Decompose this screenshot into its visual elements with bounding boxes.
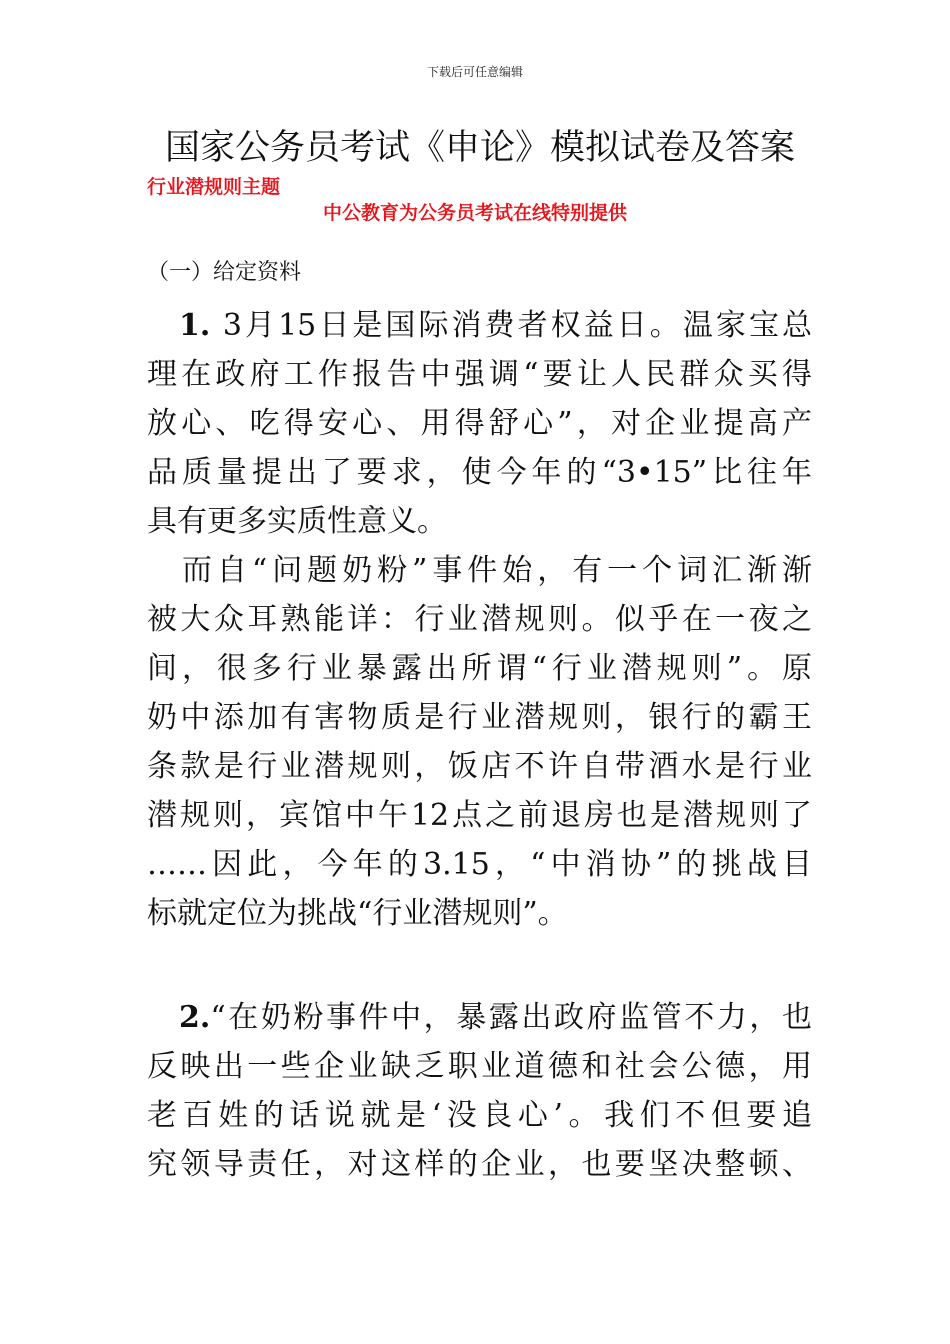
subtitle-provider: 中公教育为公务员考试在线特别提供 xyxy=(322,202,627,224)
paragraph-line: ……因此，今年的3.15，“中消协”的挑战目 xyxy=(147,847,812,882)
paragraph-line: 标就定位为挑战“行业潜规则”。 xyxy=(147,896,568,931)
paragraph-line xyxy=(147,301,812,350)
paragraph-line: 究领导责任，对这样的企业，也要坚决整顿、 xyxy=(147,1147,812,1182)
paragraph-line: 被大众耳熟能详：行业潜规则。似乎在一夜之 xyxy=(147,602,812,637)
paragraph-line: 理在政府工作报告中强调“要让人民群众买得 xyxy=(147,357,812,392)
paragraph-line: 品质量提出了要求，使今年的“3•15”比往年 xyxy=(147,455,812,490)
paragraph-line: 潜规则，宾馆中午12点之前退房也是潜规则了 xyxy=(147,798,812,833)
paragraph-line: 具有更多实质性意义。 xyxy=(147,504,447,539)
paragraph-3 xyxy=(147,993,812,1189)
line-text: 3月15日是国际消费者权益日。温家宝总 xyxy=(210,308,812,343)
line-text: “在奶粉事件中，暴露出政府监管不力，也 xyxy=(210,1000,812,1035)
paragraph-line: 反映出一些企业缺乏职业道德和社会公德，用 xyxy=(147,1049,812,1084)
paragraph-line: 老百姓的话说就是‘没良心’。我们不但要追 xyxy=(147,1098,812,1133)
header-note: 下载后可任意编辑 xyxy=(426,65,523,79)
paragraph-line: 间，很多行业暴露出所谓“行业潜规则”。原 xyxy=(147,651,812,686)
item-number: 2. xyxy=(179,1000,211,1035)
paragraph-line xyxy=(147,993,812,1042)
paragraph-line: 放心、吃得安心、用得舒心”，对企业提高产 xyxy=(147,406,812,441)
item-number: 1. xyxy=(179,308,211,343)
paragraph-2 xyxy=(147,546,812,938)
section-heading: （一）给定资料 xyxy=(147,260,302,285)
subtitle-topic: 行业潜规则主题 xyxy=(147,176,281,198)
document-title: 国家公务员考试《申论》模拟试卷及答案 xyxy=(164,128,795,168)
paragraph-line: 而自“问题奶粉”事件始，有一个词汇渐渐 xyxy=(147,553,812,588)
paragraph-1 xyxy=(147,301,812,546)
paragraph-line: 条款是行业潜规则，饭店不许自带酒水是行业 xyxy=(147,749,812,784)
paragraph-line: 奶中添加有害物质是行业潜规则，银行的霸王 xyxy=(147,700,812,735)
